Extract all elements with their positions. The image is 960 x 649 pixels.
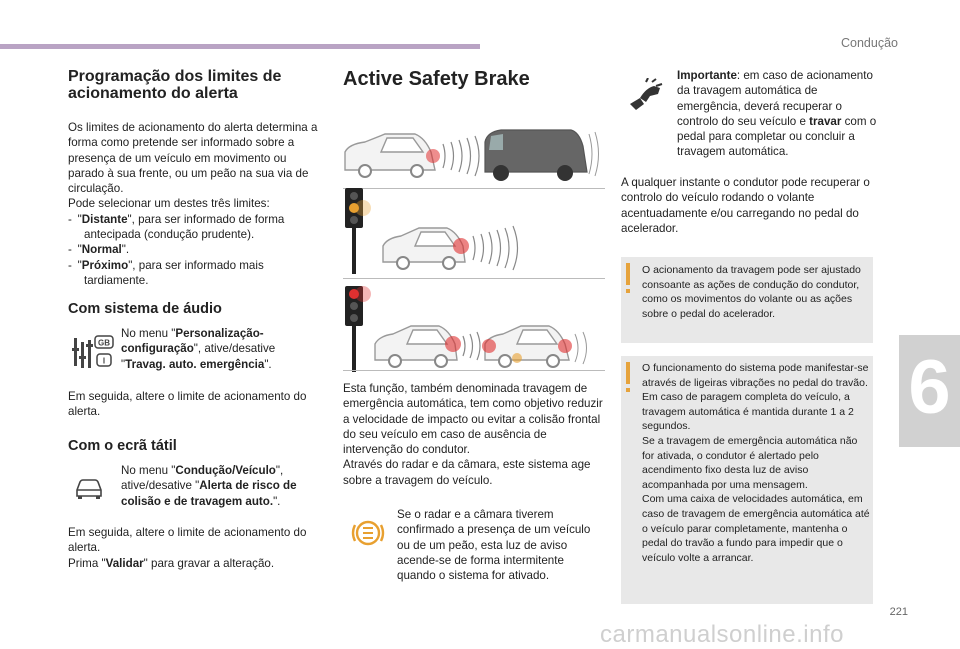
warning-light-icon — [350, 515, 386, 551]
section-audio — [68, 301, 320, 317]
active-safety-brake-title: Active Safety Brake — [343, 68, 530, 90]
important-note: Importante: em caso de acionamento da travagem automática de emergência, deverá recuperar o controlo do seu veículo e travar com o pedal para completar ou concluir a travagem automática. — [677, 69, 877, 159]
illustration-braking-stage — [343, 282, 605, 374]
section-alert-limits — [68, 68, 320, 288]
info-note-2 — [621, 356, 873, 604]
warning-light-text: Se o radar e a câmara tiverem confirmado a presença de um veículo ou de um peão, esta luz de aviso acende-se de forma intermitente quando o sistema for ativado. — [397, 508, 591, 583]
touchscreen-menu-instructions: No menu "Condução/Veículo", ative/desative "Alerta de risco de colisão e de travagem auto.". — [121, 464, 297, 508]
audio-after-text: Em seguida, altere o limite de acionamento do alerta. — [68, 390, 307, 419]
info-bar — [626, 362, 630, 384]
chapter-title: Condução — [841, 36, 898, 50]
figure-divider — [343, 278, 605, 279]
section-touchscreen — [68, 438, 320, 454]
svg-text:I: I — [102, 356, 106, 366]
touchscreen-after-text: Em seguida, altere o limite de acionamento do alerta. Prima "Validar" para gravar a alteração. — [68, 526, 307, 570]
driver-hand-icon — [626, 78, 666, 112]
info-bar — [626, 263, 630, 285]
audio-menu-instructions: No menu "Personalização-configuração", ative/desative "Travag. auto. emergência". — [121, 327, 276, 371]
info-note-1 — [621, 257, 873, 343]
section-title: Com sistema de áudio — [68, 301, 222, 317]
option-normal: - "Normal". — [68, 243, 130, 257]
select-text: Pode selecionar um destes três limites: — [68, 197, 270, 211]
illustration-warning-stage — [343, 184, 605, 276]
section-title: Com o ecrã tátil — [68, 438, 177, 454]
section-title: Programação dos limites de acionamento do alerta — [68, 68, 282, 102]
audio-system-icon — [72, 334, 116, 372]
watermark-text: carmanualsonline.info — [600, 621, 844, 648]
figure-divider — [343, 370, 605, 371]
intro-text: Os limites de acionamento do alerta determina a forma como pretende ser informado sobre a presença de um veículo em movimento ou parado à sua frente, ou um peão na sua via de circulação. — [68, 121, 318, 196]
info-note-text: O acionamento da travagem pode ser ajustado consoante as ações de condução do condutor, como os movimentos do volante ou as ações sobre o pedal do acelerador. — [642, 264, 861, 320]
driver-override-text: A qualquer instante o condutor pode recuperar o controlo do veículo rodando o volante acentuadamente e/ou carregando no pedal do acelerador. — [621, 176, 870, 235]
info-note-text: O funcionamento do sistema pode manifestar-se através de ligeiras vibrações no pedal do travão. Em caso de paragem completa do veículo, a travagem automática é mantida durante 1 a 2 segundos. Se a travagem de emergência automática não for ativada, o condutor é alertado pelo acendimento fixo desta luz de aviso acompanhada por uma mensagem. Com uma caixa de velocidades automática, em caso de travagem de emergência automática até o veículo parar completamente, mantenha o pedal do travão a fundo para impedir que o veículo volte a arrancar. — [642, 362, 870, 564]
page-number: 221 — [889, 606, 908, 618]
option-distante: - "Distante", para ser informado de forma antecipada (condução prudente). — [68, 212, 285, 242]
car-icon — [74, 476, 104, 500]
info-dot — [626, 289, 630, 293]
svg-text:GB: GB — [98, 338, 110, 348]
illustration-vehicle-ahead — [343, 124, 605, 184]
info-dot — [626, 388, 630, 392]
function-description: Esta função, também denominada travagem de emergência automática, tem como objetivo reduzir a velocidade de impacto ou evitar a colisão frontal do seu veículo em caso de ausência de intervenção do condutor. Através do radar e da câmara, este sistema age sobre a travagem do veículo. — [343, 382, 603, 487]
header-accent-bar — [0, 44, 480, 49]
option-proximo: - "Próximo", para ser informado mais tardiamente. — [68, 258, 264, 287]
chapter-number: 6 — [908, 345, 951, 430]
